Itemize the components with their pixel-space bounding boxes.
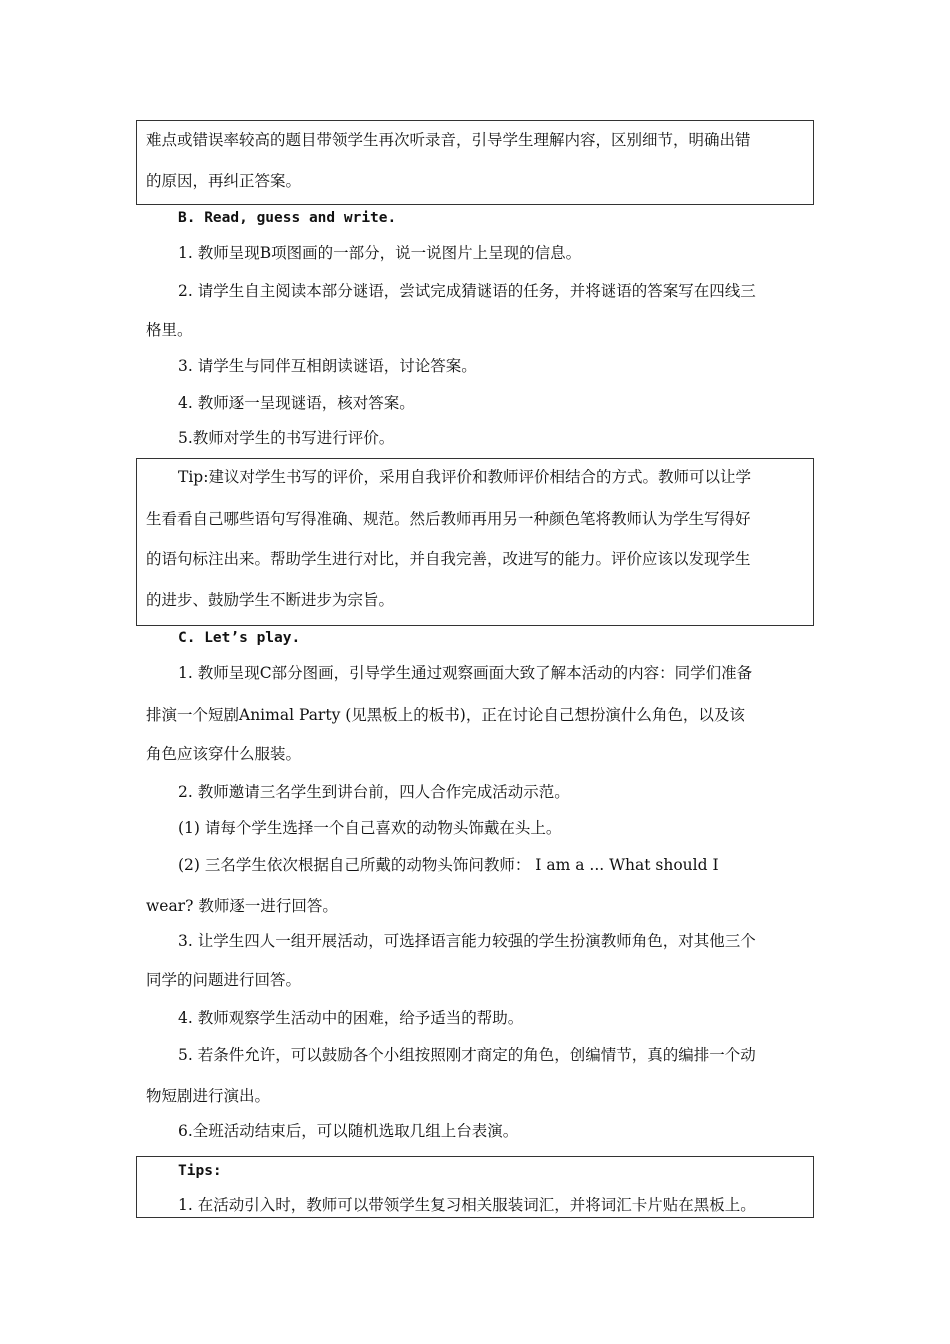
section-b-item: 4. 教师逐一呈现谜语，核对答案。 [178,394,415,412]
tips-heading: Tips: [178,1163,222,1179]
section-c-item: 同学的问题进行回答。 [146,971,302,989]
section-c-item: 排演一个短剧Animal Party (见黑板上的板书)，正在讨论自己想扮演什么角色，以及该 [146,706,745,724]
tips-box [136,1156,814,1218]
section-c-item: (1) 请每个学生选择一个自己喜欢的动物头饰戴在头上。 [178,819,562,837]
tip-line: 的进步、鼓励学生不断进步为宗旨。 [146,591,395,609]
section-b-item: 格里。 [146,321,193,339]
section-b-item: 1. 教师呈现B项图画的一部分，说一说图片上呈现的信息。 [178,244,582,262]
tip-box [136,458,814,626]
section-c-item: 5. 若条件允许，可以鼓励各个小组按照刚才商定的角色，创编情节，真的编排一个动 [178,1046,756,1064]
section-c-item: 2. 教师邀请三名学生到讲台前，四人合作完成活动示范。 [178,783,570,801]
section-c-item: 1. 教师呈现C部分图画，引导学生通过观察画面大致了解本活动的内容：同学们准备 [178,664,753,682]
tip-line: 的语句标注出来。帮助学生进行对比，并自我完善，改进写的能力。评价应该以发现学生 [146,550,751,568]
section-c-item: 6.全班活动结束后，可以随机选取几组上台表演。 [178,1122,519,1140]
section-c-item: 角色应该穿什么服装。 [146,745,302,763]
tip-line: 生看看自己哪些语句写得准确、规范。然后教师再用另一种颜色笔将教师认为学生写得好 [146,510,751,528]
section-c-item: wear? 教师逐一进行回答。 [146,897,338,915]
note-line: 难点或错误率较高的题目带领学生再次听录音，引导学生理解内容，区别细节，明确出错 [146,131,751,149]
note-box-top [136,120,814,205]
section-c-item: 物短剧进行演出。 [146,1087,271,1105]
section-b-item: 5.教师对学生的书写进行评价。 [178,429,395,447]
section-c-heading: C. Let’s play. [178,630,301,646]
section-c-item: (2) 三名学生依次根据自己所戴的动物头饰问教师： I am a ... What should I [178,856,719,874]
section-b-item: 3. 请学生与同伴互相朗读谜语，讨论答案。 [178,357,477,375]
section-c-item: 3. 让学生四人一组开展活动，可选择语言能力较强的学生扮演教师角色，对其他三个 [178,932,756,950]
section-b-heading: B. Read, guess and write. [178,210,397,226]
section-c-item: 4. 教师观察学生活动中的困难，给予适当的帮助。 [178,1009,524,1027]
tips-line: 1. 在活动引入时，教师可以带领学生复习相关服装词汇，并将词汇卡片贴在黑板上。 [178,1196,756,1214]
section-b-item: 2. 请学生自主阅读本部分谜语，尝试完成猜谜语的任务，并将谜语的答案写在四线三 [178,282,756,300]
note-line: 的原因，再纠正答案。 [146,172,302,190]
tip-line: Tip:建议对学生书写的评价，采用自我评价和教师评价相结合的方式。教师可以让学 [178,468,751,486]
